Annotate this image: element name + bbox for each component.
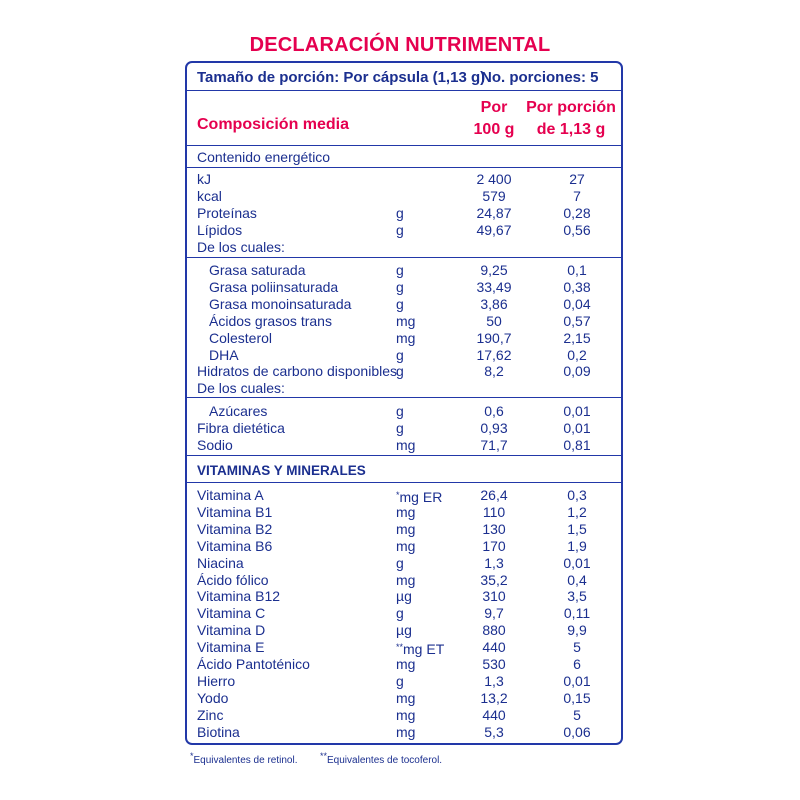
nutrient-row — [187, 622, 621, 639]
value-per-100g: 1,3 — [484, 554, 504, 571]
nutrient-row — [187, 538, 621, 555]
value-per-portion: 0,4 — [567, 571, 587, 588]
col-header-portion: Por porción de 1,13 g — [526, 99, 616, 138]
nutrient-unit: mg — [396, 656, 416, 672]
nutrient-unit: g — [396, 672, 404, 689]
value-per-100g: 24,87 — [476, 205, 512, 221]
nutrient-row — [187, 296, 621, 313]
nutrient-name: Niacina — [197, 554, 244, 571]
nutrient-row — [187, 504, 621, 521]
nutrient-unit: mg — [396, 571, 416, 588]
nutrient-row — [187, 363, 621, 380]
value-per-portion: 0,04 — [563, 295, 591, 312]
nutrient-unit: g — [396, 295, 404, 312]
nutrient-name: Colesterol — [209, 329, 273, 346]
value-per-portion: 0,81 — [563, 437, 591, 453]
value-per-portion: 1,2 — [567, 503, 587, 520]
value-per-portion: 0,28 — [563, 205, 591, 221]
nutrient-row — [187, 605, 621, 622]
value-per-100g: 530 — [482, 656, 506, 672]
nutrient-name: Biotina — [197, 723, 240, 740]
nutrient-unit: g — [396, 605, 404, 622]
nutrient-row — [187, 521, 621, 538]
nutrient-row — [187, 222, 621, 239]
value-per-100g: 190,7 — [476, 329, 512, 346]
value-per-100g: 8,2 — [484, 363, 504, 380]
value-per-100g: 170 — [482, 537, 506, 554]
divider — [187, 167, 621, 168]
nutrient-unit: g — [396, 420, 404, 436]
value-per-portion: 0,11 — [563, 605, 591, 622]
nutrient-name: Ácido fólico — [197, 571, 269, 588]
nutrient-row — [187, 487, 621, 504]
value-per-portion: 7 — [573, 188, 581, 204]
nutrient-name: Vitamina B12 — [197, 588, 281, 605]
vitamins-heading: VITAMINAS Y MINERALES — [197, 463, 366, 478]
nutrient-row — [187, 262, 621, 279]
nutrition-table — [185, 61, 623, 745]
composition-heading: Composición media — [197, 116, 350, 133]
nutrient-unit: g — [396, 262, 404, 278]
value-per-portion: 0,1 — [567, 262, 587, 278]
value-per-portion: 27 — [569, 171, 585, 187]
value-per-100g: 13,2 — [480, 689, 508, 706]
nutrient-name: Vitamina E — [197, 639, 265, 656]
nutrient-name: Grasa saturada — [209, 262, 306, 278]
value-per-portion: 5 — [573, 639, 581, 656]
label-title: DECLARACIÓN NUTRIMENTAL — [249, 34, 551, 56]
nutrient-row — [187, 420, 621, 437]
footnote-tocopherol: **Equivalentes de tocoferol. — [320, 751, 443, 766]
nutrient-unit: g — [396, 222, 404, 238]
divider — [187, 455, 621, 456]
value-per-portion: 0,56 — [563, 222, 591, 238]
nutrient-unit: mg — [396, 437, 416, 453]
value-per-100g: 9,7 — [484, 605, 504, 622]
nutrient-unit: *mg ER — [396, 489, 443, 505]
value-per-portion: 0,3 — [567, 487, 587, 503]
nutrient-row — [187, 690, 621, 707]
nutrient-unit: g — [396, 346, 404, 363]
nutrient-name: kcal — [197, 188, 222, 204]
nutrient-unit: µg — [396, 588, 412, 605]
value-per-100g: 0,93 — [480, 420, 508, 436]
value-per-portion: 9,9 — [567, 622, 587, 639]
nutrient-row — [187, 380, 621, 397]
value-per-100g: 110 — [482, 503, 506, 520]
nutrient-unit: g — [396, 205, 404, 221]
nutrient-row — [187, 330, 621, 347]
nutrient-row — [187, 403, 621, 420]
value-per-100g: 2 400 — [476, 171, 512, 187]
value-per-100g: 1,3 — [484, 672, 504, 689]
nutrient-row — [187, 279, 621, 296]
value-per-100g: 310 — [482, 588, 506, 605]
nutrient-name: Vitamina D — [197, 622, 266, 639]
nutrient-name: Vitamina C — [197, 605, 266, 622]
nutrient-name: Ácido Pantoténico — [197, 656, 310, 672]
nutrient-row — [187, 205, 621, 222]
value-per-100g: 440 — [482, 639, 506, 656]
nutrient-name: Azúcares — [209, 403, 268, 419]
value-per-100g: 0,6 — [484, 403, 504, 419]
value-per-100g: 3,86 — [480, 295, 508, 312]
value-per-portion: 0,09 — [563, 363, 591, 380]
portions-count: No. porciones: 5 — [481, 69, 599, 86]
nutrient-name: Lípidos — [197, 222, 243, 238]
nutrient-row — [187, 171, 621, 188]
value-per-100g: 880 — [482, 622, 506, 639]
nutrient-unit: mg — [396, 329, 416, 346]
value-per-100g: 49,67 — [476, 222, 512, 238]
nutrient-name: Vitamina B6 — [197, 537, 273, 554]
nutrient-name: Vitamina B1 — [197, 503, 273, 520]
value-per-portion: 1,5 — [567, 520, 587, 537]
value-per-100g: 50 — [486, 312, 502, 329]
divider — [187, 90, 621, 91]
value-per-100g: 33,49 — [476, 278, 512, 295]
value-per-portion: 5 — [573, 706, 581, 723]
value-per-portion: 0,38 — [563, 278, 591, 295]
value-per-100g: 17,62 — [476, 346, 512, 363]
energy-label: Contenido energético — [197, 149, 331, 165]
nutrient-unit: g — [396, 363, 404, 380]
value-per-portion: 0,01 — [563, 554, 591, 571]
nutrient-row — [187, 437, 621, 454]
value-per-portion: 0,06 — [563, 723, 591, 740]
nutrient-name: Hidratos de carbono disponibles — [197, 363, 398, 380]
nutrient-row — [187, 673, 621, 690]
nutrient-name: Sodio — [197, 437, 233, 453]
nutrient-unit: g — [396, 403, 404, 419]
nutrient-name: De los cuales: — [197, 380, 285, 397]
nutrient-name: DHA — [209, 346, 239, 363]
nutrient-name: Grasa poliinsaturada — [209, 278, 339, 295]
value-per-100g: 26,4 — [480, 487, 508, 503]
value-per-portion: 0,01 — [563, 403, 591, 419]
divider — [187, 145, 621, 146]
nutrient-name: Vitamina A — [197, 487, 264, 503]
nutrient-name: kJ — [197, 171, 211, 187]
nutrient-unit: mg — [396, 723, 416, 740]
nutrient-name: Grasa monoinsaturada — [209, 295, 352, 312]
value-per-portion: 0,01 — [563, 672, 591, 689]
nutrient-row — [187, 639, 621, 656]
value-per-100g: 9,25 — [480, 262, 508, 278]
nutrient-name: Ácidos grasos trans — [209, 312, 332, 329]
value-per-portion: 0,57 — [563, 312, 591, 329]
nutrient-unit: mg — [396, 537, 416, 554]
nutrient-unit: g — [396, 278, 404, 295]
nutrient-unit: **mg ET — [396, 641, 445, 658]
nutrient-name: Hierro — [197, 672, 236, 689]
nutrient-unit: mg — [396, 520, 416, 537]
nutrient-row — [187, 347, 621, 364]
footnote-retinol: *Equivalentes de retinol. — [190, 751, 298, 766]
divider — [187, 482, 621, 483]
nutrient-unit: µg — [396, 622, 412, 639]
col-header-100g: Por 100 g — [473, 99, 515, 138]
value-per-portion: 2,15 — [563, 329, 591, 346]
value-per-100g: 5,3 — [484, 723, 504, 740]
value-per-100g: 71,7 — [480, 437, 508, 453]
nutrient-name: Fibra dietética — [197, 420, 285, 436]
nutrient-row — [187, 724, 621, 741]
nutrient-name: De los cuales: — [197, 239, 285, 255]
nutrient-unit: mg — [396, 312, 416, 329]
value-per-portion: 0,01 — [563, 420, 591, 436]
value-per-portion: 1,9 — [567, 537, 587, 554]
value-per-100g: 35,2 — [480, 571, 508, 588]
nutrient-unit: mg — [396, 689, 416, 706]
value-per-portion: 6 — [573, 656, 581, 672]
nutrient-name: Zinc — [197, 706, 224, 723]
nutrient-name: Vitamina B2 — [197, 520, 273, 537]
nutrient-row — [187, 188, 621, 205]
divider — [187, 257, 621, 258]
nutrient-row — [187, 707, 621, 724]
nutrient-row — [187, 555, 621, 572]
nutrient-name: Yodo — [197, 689, 229, 706]
value-per-100g: 579 — [482, 188, 506, 204]
nutrient-row — [187, 572, 621, 589]
value-per-portion: 0,15 — [563, 689, 591, 706]
nutrient-name: Proteínas — [197, 205, 257, 221]
nutrient-row — [187, 313, 621, 330]
serving-size: Tamaño de porción: Por cápsula (1,13 g) — [197, 69, 486, 86]
nutrient-unit: mg — [396, 503, 416, 520]
nutrient-unit: mg — [396, 706, 416, 723]
value-per-portion: 0,2 — [567, 346, 587, 363]
value-per-100g: 130 — [482, 520, 506, 537]
nutrient-row — [187, 588, 621, 605]
value-per-portion: 3,5 — [567, 588, 587, 605]
nutrient-unit: g — [396, 554, 404, 571]
nutrient-row — [187, 656, 621, 673]
nutrient-row — [187, 239, 621, 256]
value-per-100g: 440 — [482, 706, 506, 723]
divider — [187, 397, 621, 398]
